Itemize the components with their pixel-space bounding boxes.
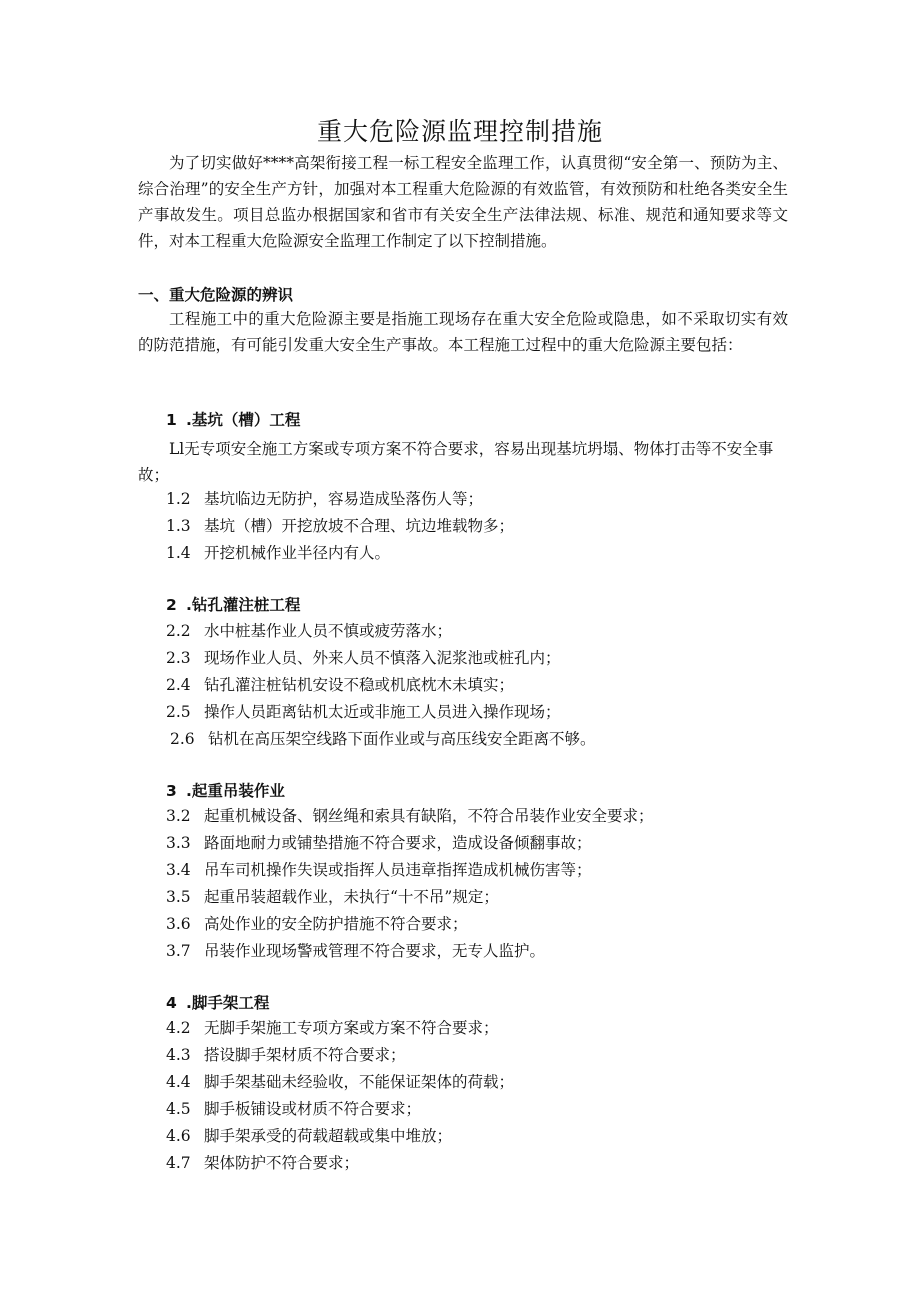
section-heading: 一、重大危险源的辨识 bbox=[138, 286, 294, 304]
item-text: 路面地耐力或铺垫措施不符合要求，造成设备倾翻事故； bbox=[204, 834, 592, 852]
group-title: .脚手架工程 bbox=[186, 994, 270, 1012]
list-item bbox=[166, 699, 561, 725]
item-number: 1.2 bbox=[166, 490, 191, 508]
item-text: 高处作业的安全防护措施不符合要求； bbox=[204, 915, 468, 933]
item-text: 脚手架基础未经验收，不能保证架体的荷载； bbox=[204, 1073, 515, 1091]
item-text: 起重机械设备、钢丝绳和索具有缺陷，不符合吊装作业安全要求； bbox=[204, 807, 654, 825]
item-number: 3.2 bbox=[166, 807, 191, 825]
item-text: 开挖机械作业半径内有人。 bbox=[204, 544, 391, 562]
item-text: 脚手板铺设或材质不符合要求； bbox=[204, 1100, 422, 1118]
item-text: 基坑（槽）开挖放坡不合理、坑边堆载物多； bbox=[204, 517, 515, 535]
item-number: 2.2 bbox=[166, 622, 191, 640]
item-number: 4.7 bbox=[166, 1154, 191, 1172]
item-text: 水中桩基作业人员不慎或疲劳落水； bbox=[204, 622, 453, 640]
list-item bbox=[170, 726, 596, 752]
list-item bbox=[166, 486, 483, 512]
group-title: .起重吊装作业 bbox=[186, 782, 285, 800]
group-title: .钻孔灌注桩工程 bbox=[186, 596, 301, 614]
item-text: 架体防护不符合要求； bbox=[204, 1154, 360, 1172]
group-number: 1 bbox=[166, 411, 177, 429]
list-item-1-1: Ll无专项安全施工方案或专项方案不符合要求，容易出现基坑坍塌、物体打击等不安全事故； bbox=[138, 440, 774, 484]
list-item bbox=[166, 1042, 406, 1068]
item-text: 基坑临边无防护，容易造成坠落伤人等； bbox=[204, 490, 484, 508]
item-text: 吊装作业现场警戒管理不符合要求，无专人监护。 bbox=[204, 942, 546, 960]
item-number: 4.2 bbox=[166, 1019, 191, 1037]
item-text: 搭设脚手架材质不符合要求； bbox=[204, 1046, 406, 1064]
item-number: 1.4 bbox=[166, 544, 191, 562]
group-number: 4 bbox=[166, 994, 177, 1012]
item-text: 起重吊装超载作业，未执行“十不吊”规定； bbox=[204, 888, 499, 906]
item-number: 3.3 bbox=[166, 834, 191, 852]
section-paragraph: 工程施工中的重大危险源主要是指施工现场存在重大安全危险或隐患，如不采取切实有效的防范措施，有可能引发重大安全生产事故。本工程施工过程中的重大危险源主要包括： bbox=[138, 310, 788, 354]
intro-paragraph: 为了切实做好****高架衔接工程一标工程安全监理工作，认真贯彻“安全第一、预防为主、综合治理”的安全生产方针，加强对本工程重大危险源的有效监管，有效预防和杜绝各类安全生产事故发生。项目总监办根据国家和省市有关安全生产法律法规、标准、规范和通知要求等文件，对本工程重大危险源安全监理工作制定了以下控制措施。 bbox=[138, 154, 788, 250]
list-item bbox=[166, 1123, 452, 1149]
item-text: 无脚手架施工专项方案或方案不符合要求； bbox=[204, 1019, 499, 1037]
list-item bbox=[166, 540, 390, 566]
list-item bbox=[166, 1015, 499, 1041]
group-title: .基坑（槽）工程 bbox=[186, 411, 301, 429]
item-number: 3.6 bbox=[166, 915, 191, 933]
list-item bbox=[166, 911, 468, 937]
item-text: 钻孔灌注桩钻机安设不稳或机底枕木未填实； bbox=[204, 676, 515, 694]
list-item bbox=[166, 803, 654, 829]
list-item bbox=[166, 830, 592, 856]
group-heading-2 bbox=[166, 593, 300, 615]
list-item bbox=[166, 645, 561, 671]
item-text: 脚手架承受的荷载超载或集中堆放； bbox=[204, 1127, 453, 1145]
item-number: 2.3 bbox=[166, 649, 191, 667]
item-number: 2.4 bbox=[166, 676, 191, 694]
document-title: 重大危险源监理控制措施 bbox=[316, 117, 603, 146]
group-heading-3 bbox=[166, 779, 285, 801]
list-item bbox=[166, 1096, 421, 1122]
item-number: 4.4 bbox=[166, 1073, 191, 1091]
item-number: 4.3 bbox=[166, 1046, 191, 1064]
item-text: 钻机在高压架空线路下面作业或与高压线安全距离不够。 bbox=[208, 730, 596, 748]
list-item bbox=[166, 672, 514, 698]
item-text: 吊车司机操作失误或指挥人员违章指挥造成机械伤害等； bbox=[204, 861, 592, 879]
item-number: 3.4 bbox=[166, 861, 191, 879]
group-heading-4 bbox=[166, 991, 269, 1013]
item-number: 2.5 bbox=[166, 703, 191, 721]
list-item bbox=[166, 1069, 514, 1095]
list-item bbox=[166, 1150, 359, 1176]
item-text: 现场作业人员、外来人员不慎落入泥浆池或桩孔内； bbox=[204, 649, 561, 667]
item-number: 3.5 bbox=[166, 888, 191, 906]
group-heading-1 bbox=[166, 408, 300, 430]
item-number: 1.3 bbox=[166, 517, 191, 535]
item-text: 操作人员距离钻机太近或非施工人员进入操作现场； bbox=[204, 703, 561, 721]
list-item bbox=[166, 857, 592, 883]
item-number: 4.6 bbox=[166, 1127, 191, 1145]
item-number: 3.7 bbox=[166, 942, 191, 960]
group-number: 3 bbox=[166, 782, 177, 800]
group-number: 2 bbox=[166, 596, 177, 614]
list-item bbox=[166, 618, 452, 644]
list-item bbox=[166, 513, 514, 539]
list-item bbox=[166, 938, 545, 964]
item-number: 2.6 bbox=[170, 730, 195, 748]
list-item bbox=[166, 884, 499, 910]
item-number: 4.5 bbox=[166, 1100, 191, 1118]
